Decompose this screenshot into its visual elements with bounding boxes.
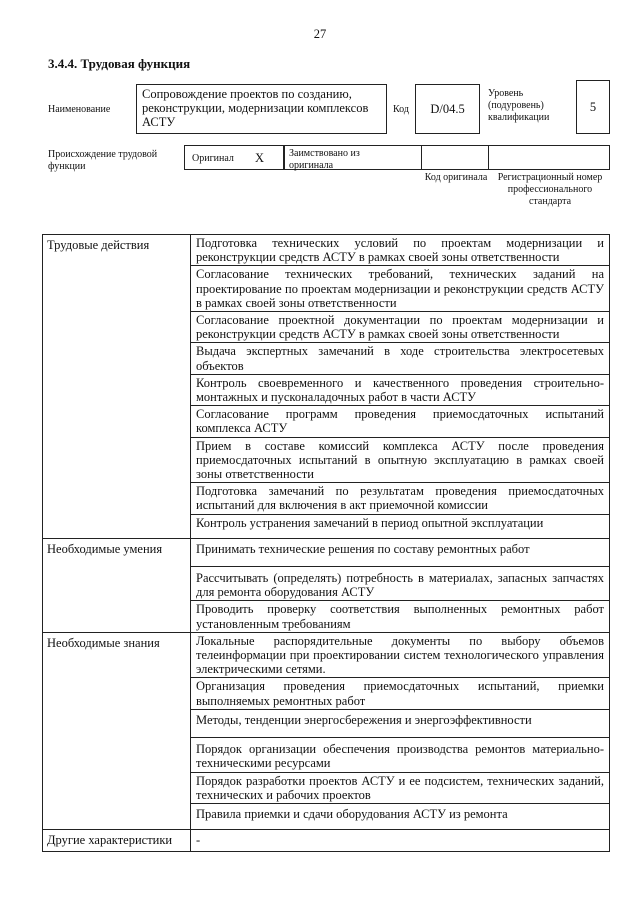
origin-original-cell <box>184 145 284 170</box>
row-required-knowledge <box>43 632 610 829</box>
category-required-skills: Необходимые умения <box>43 538 191 632</box>
original-label: Оригинал <box>192 153 234 164</box>
skill-item: Принимать технические решения по составу ремонтных работ <box>191 539 609 567</box>
labor-action-item: Контроль своевременного и качественного проведения строительно-монтажных и пусконаладочных работ в части АСТУ <box>191 375 609 406</box>
section-title: 3.4.4. Трудовая функция <box>48 56 191 71</box>
level-label: Уровень (подуровень) квалификации <box>488 88 550 123</box>
origin-label: Происхождение трудовой функции <box>48 149 158 172</box>
code-box <box>415 84 480 134</box>
function-name-value: Сопровождение проектов по созданию, реконструкции, модернизации комплексов АСТУ <box>142 87 369 129</box>
code-caption: Код оригинала <box>424 172 488 183</box>
level-value: 5 <box>589 100 597 114</box>
knowledge-item: Методы, тенденции энергосбережения и энергоэффективности <box>191 710 609 738</box>
knowledge-item: Локальные распорядительные документы по выбору объемов телеинформации при проектировании систем технологического управления электрическими сетями. <box>191 633 609 679</box>
knowledge-item: Организация проведения приемосдаточных испытаний, приемки выполняемых ремонтных работ <box>191 678 609 709</box>
required-skills-cell <box>191 538 610 632</box>
knowledge-item: Правила приемки и сдачи оборудования АСТУ из ремонта <box>196 806 508 821</box>
origin-reg-cell <box>488 145 610 170</box>
origin-code-cell <box>421 145 489 170</box>
borrowed-label: Заимствовано из оригинала <box>289 148 360 171</box>
labor-action-item: Подготовка технических условий по проектам модернизации и реконструкции средств АСТУ в рамках своей зоны ответственности <box>191 235 609 266</box>
labor-action-item: Согласование проектной документации по проектам модернизации и реконструкции средств АСТУ в рамках своей зоны ответственности <box>191 312 609 343</box>
labor-action-item: Согласование программ проведения приемосдаточных испытаний комплекса АСТУ <box>191 406 609 437</box>
code-label: Код <box>393 104 409 115</box>
row-other-characteristics <box>43 830 610 852</box>
function-name-box <box>136 84 387 134</box>
labor-action-item: Подготовка замечаний по результатам проведения приемосдаточных испытаний для включения в акт приемочной комиссии <box>191 483 609 514</box>
knowledge-item: Порядок организации обеспечения производства ремонтов материально-техническими ресурсами <box>191 738 609 772</box>
code-value: D/04.5 <box>430 102 465 116</box>
skill-item: Проводить проверку соответствия выполненных ремонтных работ установленным требованиям <box>196 602 604 631</box>
reg-caption: Регистрационный номер профессионального стандарта <box>497 172 603 207</box>
level-box <box>576 80 610 134</box>
labor-action-item: Согласование технических требований, технических заданий на проектирование по проектам модернизации и реконструкции средств АСТУ в рамках своей зоны ответственности <box>191 266 609 312</box>
origin-borrowed-cell <box>284 145 422 170</box>
knowledge-item: Порядок разработки проектов АСТУ и ее подсистем, технических заданий, технических и рабочих проектов <box>191 773 609 804</box>
original-mark: X <box>255 151 265 165</box>
labor-action-item: Контроль устранения замечаний в период опытной эксплуатации <box>196 515 544 530</box>
labor-actions-cell <box>191 235 610 539</box>
row-required-skills <box>43 538 610 632</box>
other-characteristic-item: - <box>196 833 201 848</box>
row-labor-actions <box>43 235 610 539</box>
category-other-characteristics: Другие характеристики <box>43 830 191 852</box>
labor-action-item: Прием в составе комиссий комплекса АСТУ после проведения приемосдаточных испытаний в опытную эксплуатацию в рамках своей зоны ответственности <box>191 438 609 484</box>
function-details-table <box>42 234 610 852</box>
category-required-knowledge: Необходимые знания <box>43 632 191 829</box>
skill-item: Рассчитывать (определять) потребность в материалах, запасных запчастях для ремонта оборудования АСТУ <box>191 567 609 601</box>
other-characteristics-cell <box>191 830 610 852</box>
required-knowledge-cell <box>191 632 610 829</box>
name-label: Наименование <box>48 104 111 115</box>
category-labor-actions: Трудовые действия <box>43 235 191 539</box>
labor-action-item: Выдача экспертных замечаний в ходе строительства электросетевых объектов <box>191 343 609 374</box>
page-number: 27 <box>313 27 327 41</box>
